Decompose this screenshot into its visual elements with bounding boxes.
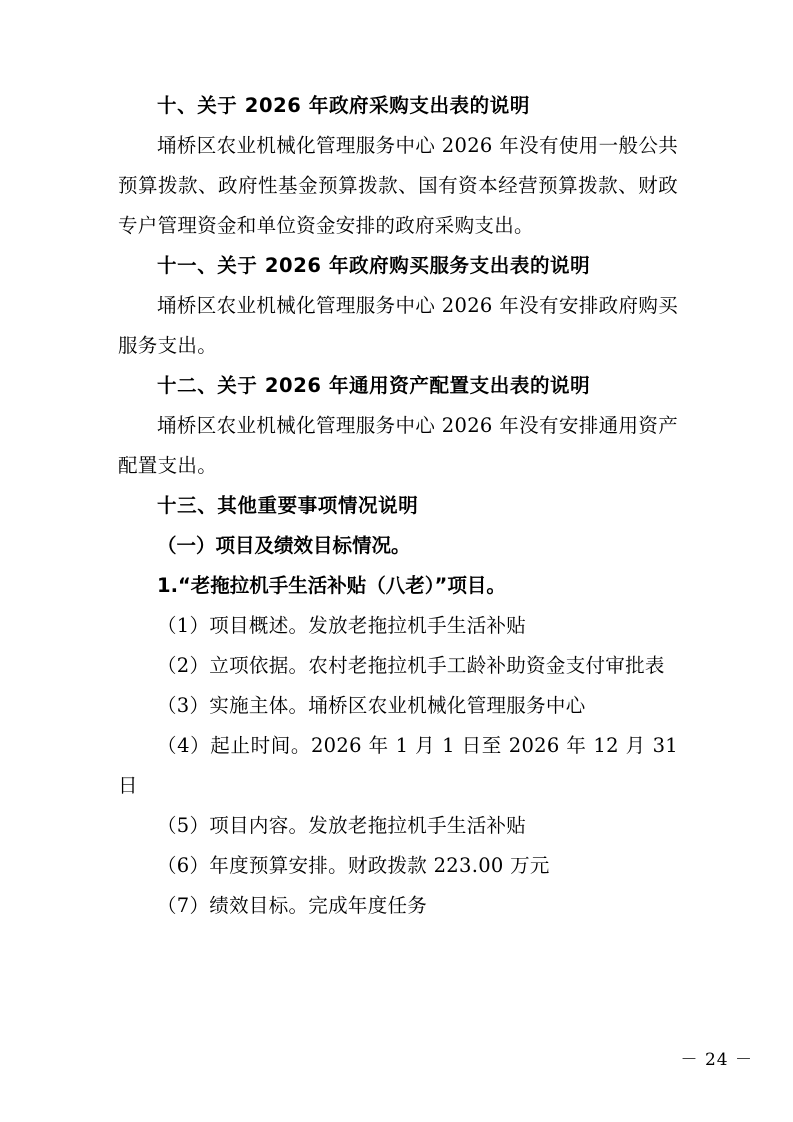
section-paragraph-twelve: 埇桥区农业机械化管理服务中心 2026 年没有安排通用资产配置支出。 [118,414,678,477]
project-item-basis: （2）立项依据。农村老拖拉机手工龄补助资金支付审批表 [157,654,665,677]
section-heading-thirteen: 十三、其他重要事项情况说明 [157,494,419,517]
project-item-content: （5）项目内容。发放老拖拉机手生活补贴 [157,814,527,837]
project-heading-one: 1.“老拖拉机手生活补贴（八老）”项目。 [157,574,506,597]
project-item-performance: （7）绩效目标。完成年度任务 [157,894,428,917]
section-paragraph-eleven: 埇桥区农业机械化管理服务中心 2026 年没有安排政府购买服务支出。 [118,294,678,357]
page-number: － 24 － [680,1050,753,1070]
section-heading-eleven: 十一、关于 2026 年政府购买服务支出表的说明 [157,254,591,277]
project-item-entity: （3）实施主体。埇桥区农业机械化管理服务中心 [157,694,586,717]
project-item-budget: （6）年度预算安排。财政拨款 223.00 万元 [157,854,550,877]
project-item-period: （4）起止时间。2026 年 1 月 1 日至 2026 年 12 月 31 日 [118,734,678,797]
section-paragraph-ten: 埇桥区农业机械化管理服务中心 2026 年没有使用一般公共预算拨款、政府性基金预算拨款、国有资本经营预算拨款、财政专户管理资金和单位资金安排的政府采购支出。 [118,134,678,237]
document-body [118,86,678,926]
subsection-heading-one: （一）项目及绩效目标情况。 [157,534,411,557]
project-item-overview: （1）项目概述。发放老拖拉机手生活补贴 [157,614,527,637]
section-heading-ten: 十、关于 2026 年政府采购支出表的说明 [157,94,530,117]
section-heading-twelve: 十二、关于 2026 年通用资产配置支出表的说明 [157,374,591,397]
